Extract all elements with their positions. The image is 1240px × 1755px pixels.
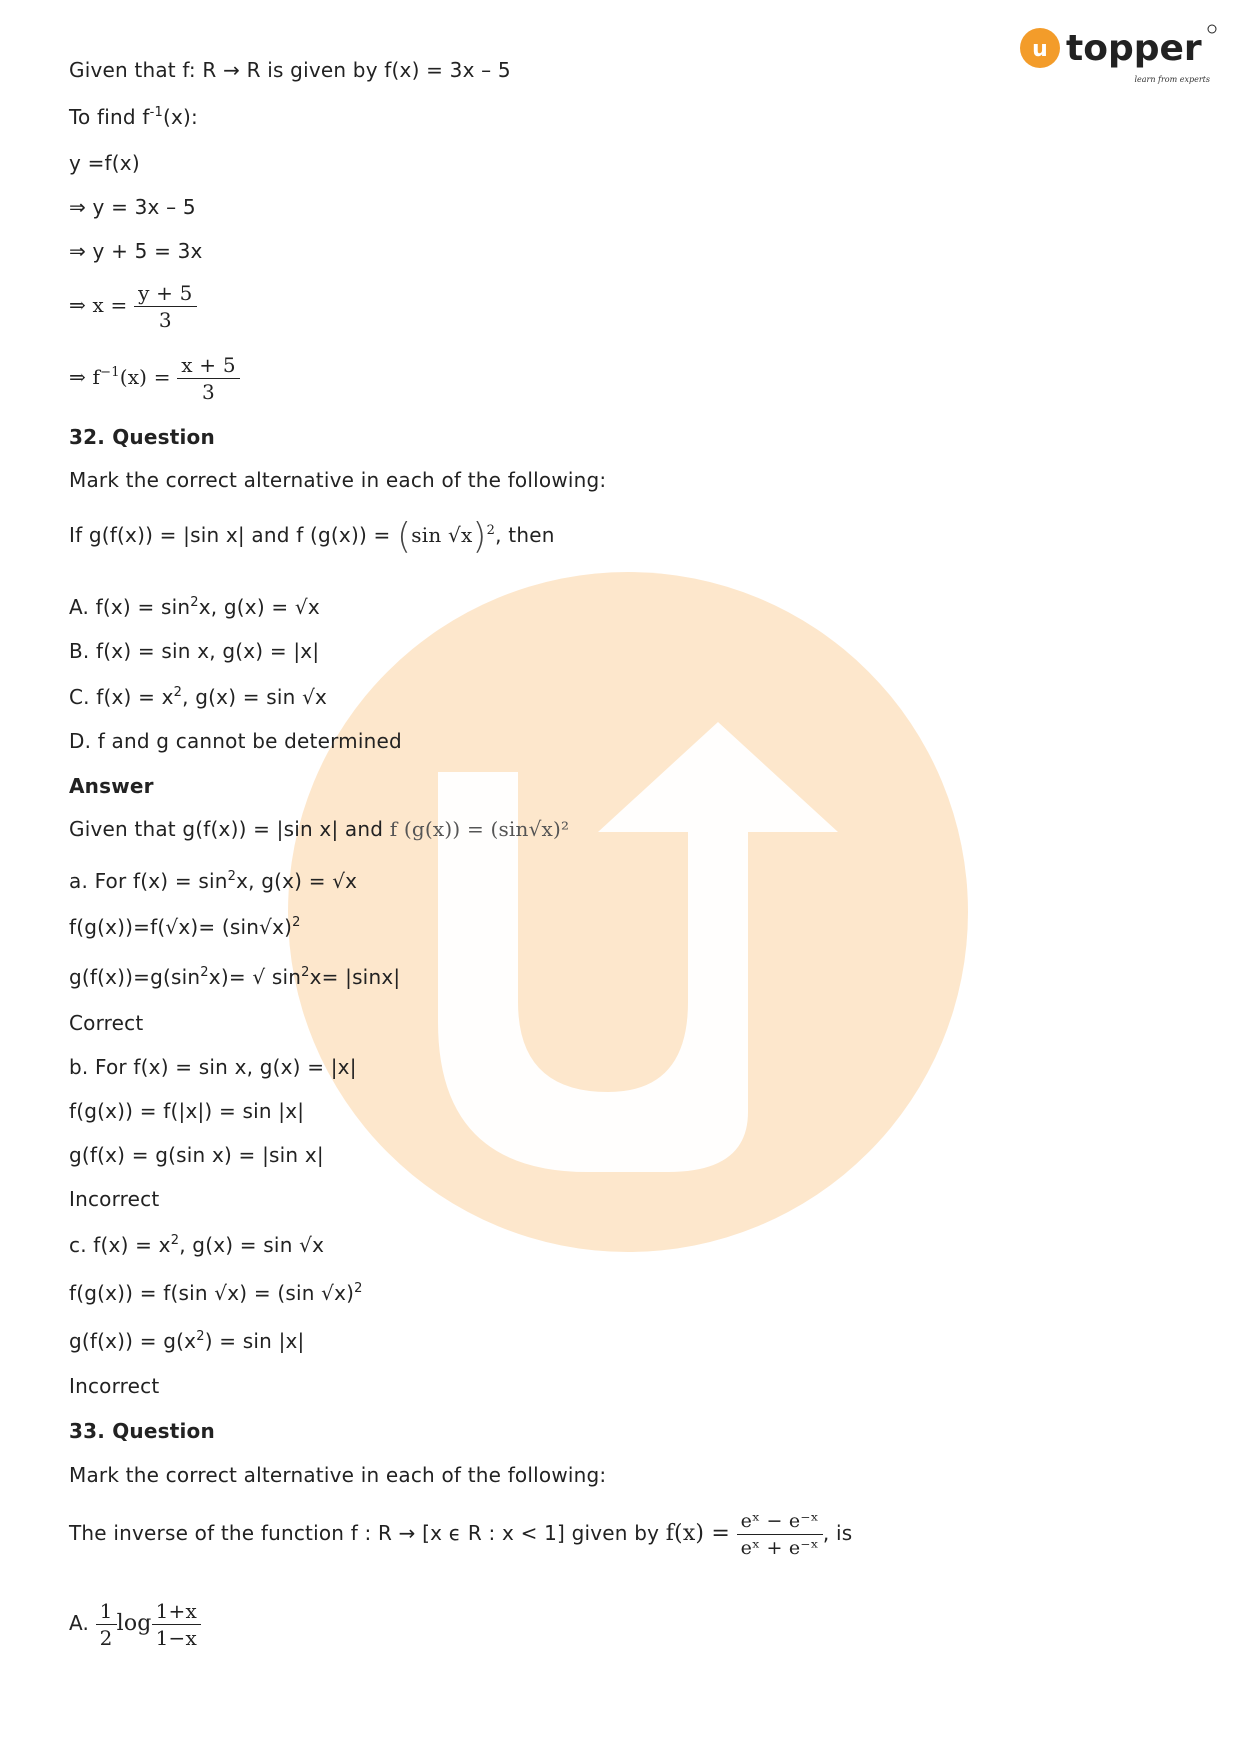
option-a bbox=[69, 594, 320, 620]
question-33-numerator: eˣ − e⁻ˣ bbox=[737, 1508, 823, 1535]
step-4-line bbox=[69, 352, 240, 405]
case-b-gf-line: g(f(x) = g(sin x) = |sin x| bbox=[69, 1143, 324, 1167]
question-33-denominator: eˣ + e⁻ˣ bbox=[740, 1537, 819, 1559]
option-c-suffix: , g(x) = sin √x bbox=[182, 685, 328, 709]
inverse-superscript: -1 bbox=[149, 105, 163, 120]
case-a-gf-line bbox=[69, 964, 400, 990]
answer-label: Answer bbox=[69, 774, 154, 798]
option-a-suffix: x, g(x) = √x bbox=[198, 595, 320, 619]
question-32-stem-text: If g(f(x)) = |sin x| and f (g(x)) = bbox=[69, 523, 391, 547]
option-c-text: C. f(x) = x bbox=[69, 685, 174, 709]
to-find-text: To find f bbox=[69, 105, 150, 129]
case-c-sup: 2 bbox=[170, 1233, 180, 1248]
topper-logo-icon bbox=[1020, 20, 1220, 100]
to-find-line bbox=[69, 104, 198, 130]
case-a-gf-suffix: x= |sinx| bbox=[309, 965, 401, 989]
half-denominator: 2 bbox=[99, 1626, 113, 1650]
step-1-line: ⇒ y = 3x – 5 bbox=[69, 195, 196, 219]
option-a-text: A. f(x) = sin bbox=[69, 595, 191, 619]
case-c-line bbox=[69, 1232, 324, 1258]
case-a-sup: 2 bbox=[227, 869, 237, 884]
question-33-option-a-label: A. bbox=[69, 1611, 90, 1635]
case-a-suffix: x, g(x) = √x bbox=[236, 869, 358, 893]
case-a-gf-text: g(f(x))=g(sin bbox=[69, 965, 201, 989]
case-a-gf-mid: x)= √ sin bbox=[208, 965, 302, 989]
case-a-fg-line bbox=[69, 914, 301, 940]
case-c-verdict: Incorrect bbox=[69, 1374, 160, 1398]
question-33-stem-suffix: , is bbox=[822, 1521, 853, 1545]
logo-tagline-text: learn from experts bbox=[1134, 75, 1210, 84]
half-numerator: 1 bbox=[96, 1598, 117, 1625]
case-a-line bbox=[69, 868, 357, 894]
step-3-line bbox=[69, 280, 197, 333]
topper-logo bbox=[1020, 20, 1220, 100]
case-c-gf-suffix: ) = sin |x| bbox=[204, 1329, 305, 1353]
question-33-option-a bbox=[69, 1598, 201, 1651]
option-a-denominator: 1−x bbox=[155, 1626, 197, 1650]
question-33-option-a-fraction bbox=[152, 1598, 201, 1651]
logo-mark-text: u bbox=[1032, 37, 1048, 62]
case-b-verdict: Incorrect bbox=[69, 1187, 160, 1211]
case-c-gf-sup: 2 bbox=[196, 1329, 205, 1344]
step-3-fraction bbox=[134, 280, 197, 333]
step-4-superscript: −1 bbox=[100, 365, 120, 380]
given-line: Given that f: R → R is given by f(x) = 3x – 5 bbox=[69, 58, 511, 82]
step-3-numerator: y + 5 bbox=[134, 280, 197, 307]
option-c-sup: 2 bbox=[173, 685, 183, 700]
question-33-title: 33. Question bbox=[69, 1419, 215, 1443]
to-find-suffix: (x): bbox=[162, 105, 198, 129]
y-equals-line: y =f(x) bbox=[69, 151, 140, 175]
case-c-suffix: , g(x) = sin √x bbox=[179, 1233, 325, 1257]
case-a-fg-sup: 2 bbox=[292, 915, 301, 930]
answer-given-line bbox=[69, 816, 569, 842]
case-a-text: a. For f(x) = sin bbox=[69, 869, 228, 893]
answer-given-math: f (g(x)) = (sin√x)² bbox=[389, 817, 570, 841]
case-c-fg-line bbox=[69, 1280, 363, 1306]
option-b: B. f(x) = sin x, g(x) = |x| bbox=[69, 639, 320, 663]
step-4-fraction bbox=[177, 352, 239, 405]
case-a-fg-text: f(g(x))=f(√x)= (sin√x) bbox=[69, 915, 293, 939]
question-33-instruction: Mark the correct alternative in each of the following: bbox=[69, 1463, 607, 1487]
question-33-stem-text: The inverse of the function f : R → [x ϵ R : x < 1] given by bbox=[69, 1521, 660, 1545]
question-32-title: 32. Question bbox=[69, 425, 215, 449]
case-b-fg-line: f(g(x)) = f(|x|) = sin |x| bbox=[69, 1099, 305, 1123]
step-4-numerator: x + 5 bbox=[177, 352, 239, 379]
case-c-fg-sup: 2 bbox=[354, 1281, 363, 1296]
step-4-mid: (x) = bbox=[119, 365, 171, 389]
case-a-verdict: Correct bbox=[69, 1011, 144, 1035]
logo-brand-text: topper bbox=[1066, 28, 1202, 69]
question-33-option-a-half bbox=[96, 1598, 117, 1651]
case-c-gf-text: g(f(x)) = g(x bbox=[69, 1329, 197, 1353]
question-32-stem-suffix: , then bbox=[495, 523, 555, 547]
case-c-gf-line bbox=[69, 1328, 305, 1354]
case-c-fg-text: f(g(x)) = f(sin √x) = (sin √x) bbox=[69, 1281, 355, 1305]
case-a-gf-sup1: 2 bbox=[200, 965, 209, 980]
log-text: log bbox=[116, 1611, 152, 1636]
question-32-stem: If g(f(x)) = |sin x| and f (g(x)) = (sin √x)$^2$, then bbox=[69, 516, 555, 557]
answer-given-text: Given that g(f(x)) = |sin x| and bbox=[69, 817, 384, 841]
question-33-fraction bbox=[737, 1508, 823, 1561]
option-a-sup: 2 bbox=[190, 595, 199, 610]
question-32-stem-exponent: 2 bbox=[486, 523, 496, 538]
step-4-lhs: ⇒ f bbox=[69, 365, 101, 389]
watermark-logo-icon bbox=[288, 572, 968, 1252]
case-a-gf-sup2: 2 bbox=[301, 965, 310, 980]
question-32-stem-math: sin √x bbox=[411, 523, 473, 547]
step-4-denominator: 3 bbox=[202, 380, 215, 404]
step-3-denominator: 3 bbox=[158, 308, 172, 332]
step-2-line: ⇒ y + 5 = 3x bbox=[69, 239, 203, 263]
case-b-line: b. For f(x) = sin x, g(x) = |x| bbox=[69, 1055, 357, 1079]
question-33-fx: f(x) = bbox=[665, 1521, 731, 1546]
case-c-text: c. f(x) = x bbox=[69, 1233, 171, 1257]
question-33-stem bbox=[69, 1508, 852, 1561]
option-c bbox=[69, 684, 327, 710]
option-d: D. f and g cannot be determined bbox=[69, 729, 402, 753]
question-32-instruction: Mark the correct alternative in each of the following: bbox=[69, 468, 607, 492]
option-a-numerator: 1+x bbox=[152, 1598, 201, 1625]
step-3-lhs: ⇒ x = bbox=[69, 293, 128, 317]
